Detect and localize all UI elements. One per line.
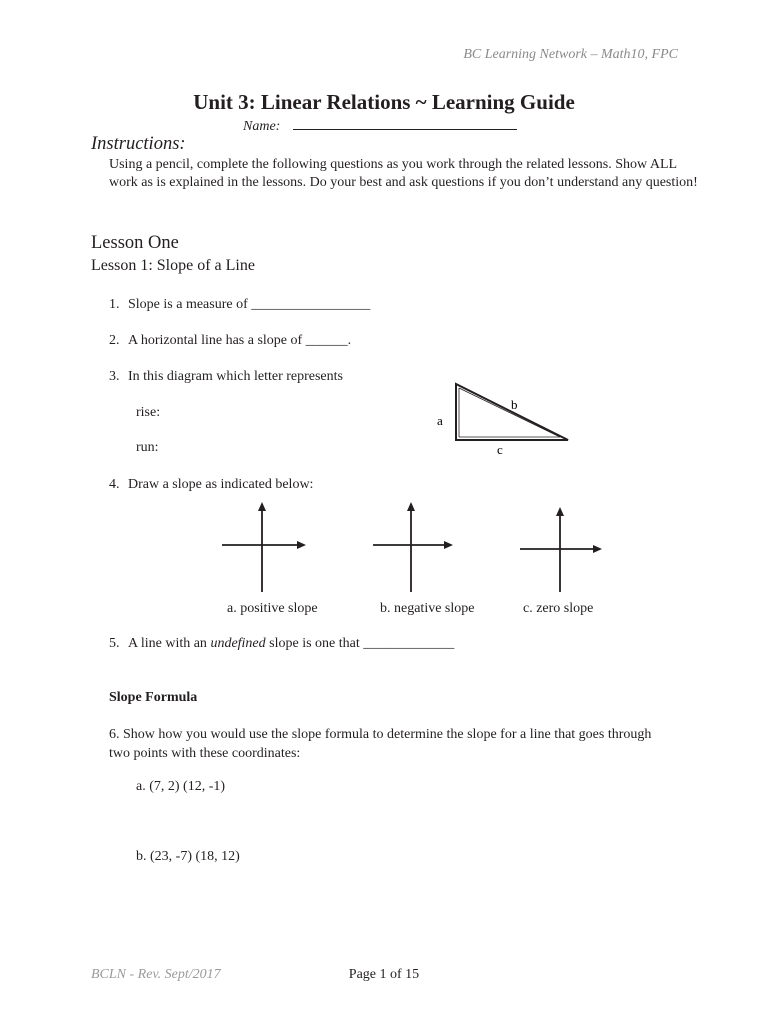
axes-negative-slope xyxy=(371,498,461,594)
triangle-label-c: c xyxy=(497,442,503,457)
header-network: BC Learning Network – Math10, FPC xyxy=(463,47,678,62)
page-title: Unit 3: Linear Relations ~ Learning Guide xyxy=(193,90,575,114)
question-2-text: A horizontal line has a slope of ______. xyxy=(128,333,352,348)
question-4 xyxy=(109,477,313,493)
instructions-heading: Instructions: xyxy=(91,134,186,154)
caption-positive-slope: a. positive slope xyxy=(227,601,318,616)
question-3-rise: rise: xyxy=(136,405,161,420)
name-label: Name: xyxy=(243,119,281,134)
question-1-number: 1. xyxy=(109,297,120,312)
question-3-run: run: xyxy=(136,440,159,455)
lesson-subheading: Lesson 1: Slope of a Line xyxy=(91,257,255,274)
lesson-heading: Lesson One xyxy=(91,233,179,253)
question-4-text: Draw a slope as indicated below: xyxy=(128,477,314,492)
question-5-text-before: A line with an xyxy=(128,636,211,651)
slope-formula-heading: Slope Formula xyxy=(109,690,198,705)
x-axis-arrow-icon xyxy=(444,541,453,549)
x-axis-arrow-icon xyxy=(593,545,602,553)
question-2-number: 2. xyxy=(109,333,120,348)
caption-negative-slope: b. negative slope xyxy=(380,601,475,616)
axes-positive-slope xyxy=(220,498,310,594)
axes-zero-slope xyxy=(518,505,608,595)
question-3-text: In this diagram which letter represents xyxy=(128,369,343,384)
question-5-number: 5. xyxy=(109,636,120,651)
caption-zero-slope: c. zero slope xyxy=(523,601,594,616)
y-axis-arrow-icon xyxy=(556,507,564,516)
triangle-label-b: b xyxy=(511,397,518,412)
instructions-body: Using a pencil, complete the following questions as you work through the related lessons. Show ALL work as is explained in the lessons. Do your best and ask questions if you don’t understand any question! xyxy=(109,157,698,190)
right-triangle-diagram xyxy=(430,380,580,460)
question-5-text-italic: undefined xyxy=(210,636,266,651)
name-field xyxy=(243,117,517,135)
y-axis-arrow-icon xyxy=(258,502,266,511)
question-6: 6. Show how you would use the slope formula to determine the slope for a line that goes through two points with these coordinates: xyxy=(109,727,652,761)
question-3-number: 3. xyxy=(109,369,120,384)
question-1-text: Slope is a measure of _________________ xyxy=(128,297,371,312)
y-axis-arrow-icon xyxy=(407,502,415,511)
name-blank-line xyxy=(293,117,517,130)
question-4-number: 4. xyxy=(109,477,120,492)
question-1 xyxy=(109,297,370,313)
question-5-text-after: slope is one that _____________ xyxy=(265,636,455,651)
question-6b: b. (23, -7) (18, 12) xyxy=(136,849,240,864)
footer-page-number: Page 1 of 15 xyxy=(348,967,420,982)
question-6a: a. (7, 2) (12, -1) xyxy=(136,779,226,794)
question-3 xyxy=(109,369,343,385)
x-axis-arrow-icon xyxy=(297,541,306,549)
triangle-inner-hyp xyxy=(459,388,560,437)
footer-revision: BCLN - Rev. Sept/2017 xyxy=(91,967,221,982)
question-2 xyxy=(109,333,351,349)
question-5 xyxy=(109,636,454,652)
triangle-label-a: a xyxy=(437,413,443,428)
triangle-shape xyxy=(456,384,568,440)
